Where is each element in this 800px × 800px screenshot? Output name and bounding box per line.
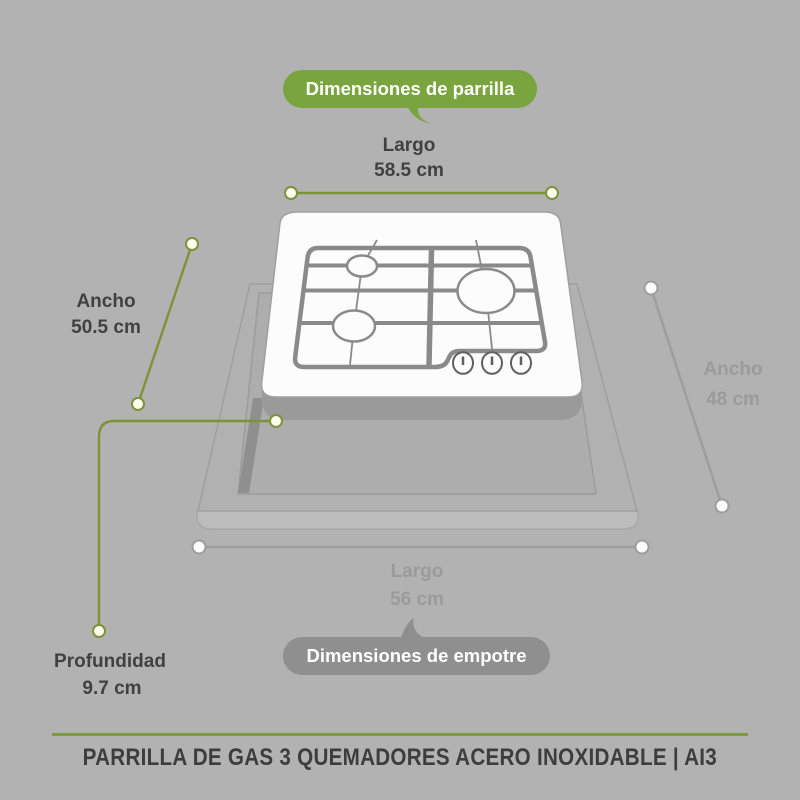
burner-small-top xyxy=(347,256,377,277)
badge-dimensiones-empotre xyxy=(283,637,550,675)
endpoint-dot xyxy=(285,187,297,199)
endpoint-dot xyxy=(93,625,105,637)
burner-medium-bottom xyxy=(333,311,375,342)
endpoint-dot xyxy=(546,187,558,199)
value-largo-empotre: 56 cm xyxy=(390,589,444,610)
label-profundidad: Profundidad xyxy=(54,651,166,672)
value-ancho-empotre: 48 cm xyxy=(706,389,760,410)
endpoint-dot xyxy=(193,541,206,554)
label-ancho-empotre: Ancho xyxy=(703,359,763,380)
value-largo-parrilla: 58.5 cm xyxy=(374,160,444,181)
endpoint-dot xyxy=(132,398,144,410)
endpoint-dot xyxy=(186,238,198,250)
badge-dimensiones-parrilla xyxy=(283,70,537,108)
value-ancho-parrilla: 50.5 cm xyxy=(71,317,141,338)
label-largo-parrilla: Largo xyxy=(382,135,436,156)
label-ancho-parrilla: Ancho xyxy=(76,291,136,312)
cooktop-body xyxy=(262,212,583,420)
badge-empotre-label: Dimensiones de empotre xyxy=(306,645,527,666)
footer-divider xyxy=(52,733,748,736)
control-knobs xyxy=(453,352,531,374)
endpoint-dot xyxy=(645,282,658,295)
product-title: PARRILLA DE GAS 3 QUEMADORES ACERO INOXIDABLE | AI3 xyxy=(82,744,718,771)
footer xyxy=(0,744,800,772)
value-profundidad: 9.7 cm xyxy=(82,678,142,699)
endpoint-dot xyxy=(270,415,282,427)
endpoint-dot xyxy=(636,541,649,554)
grate-center-bar xyxy=(429,250,432,365)
dimension-line-ancho-parrilla xyxy=(138,244,192,404)
slab-front-face xyxy=(197,510,638,529)
endpoint-dot xyxy=(716,500,729,513)
label-largo-empotre: Largo xyxy=(390,561,444,582)
badge-parrilla-label: Dimensiones de parrilla xyxy=(305,78,515,99)
badge-parrilla-tail-icon xyxy=(402,105,436,126)
burner-large-right xyxy=(458,269,515,313)
badge-empotre-tail-icon xyxy=(398,618,426,639)
